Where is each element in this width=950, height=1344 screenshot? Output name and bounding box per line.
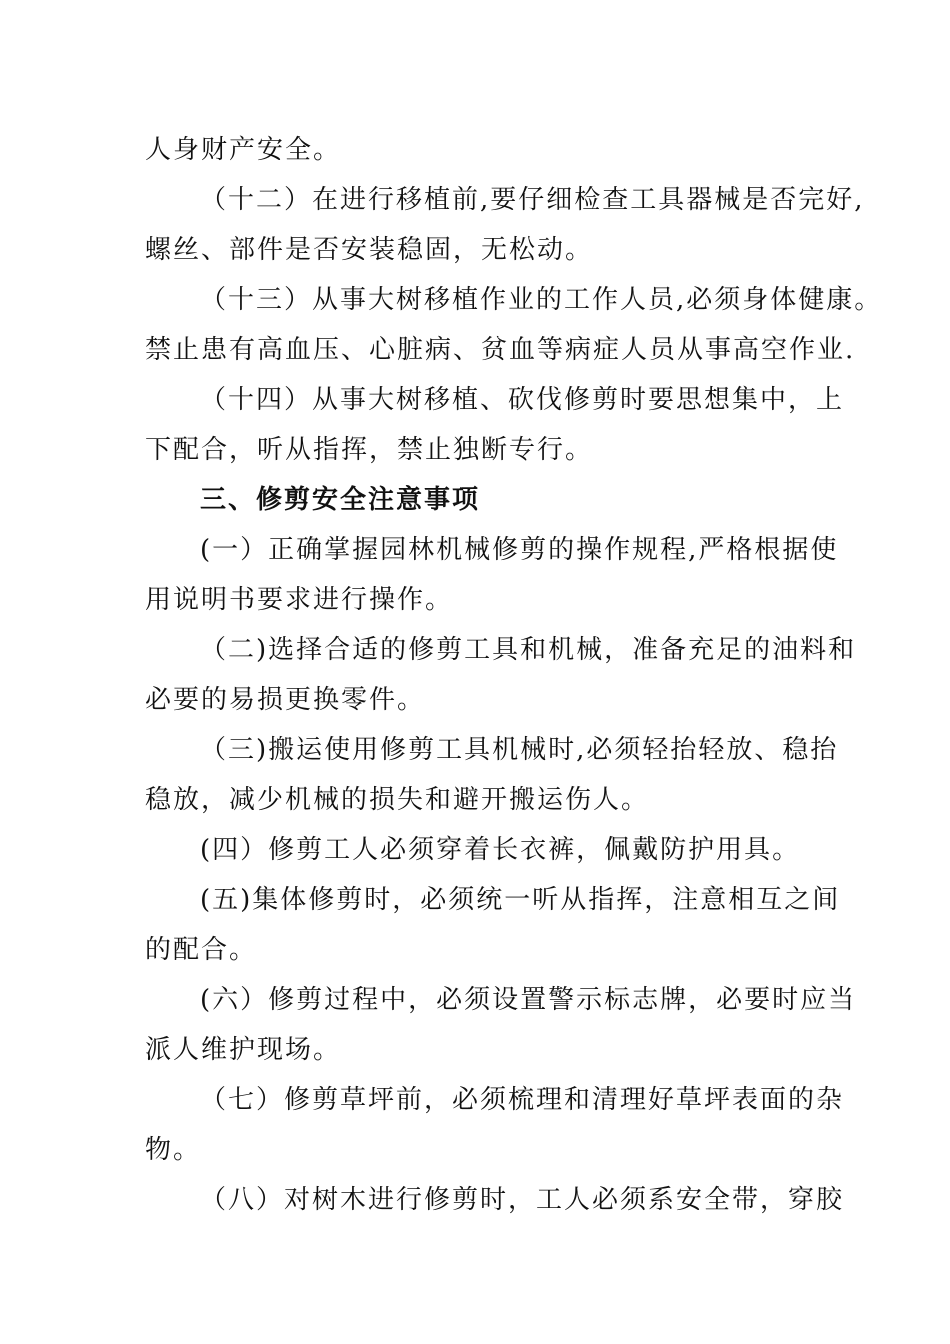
text-line: （三)搬运使用修剪工具机械时,必须轻抬轻放、稳抬 bbox=[200, 735, 839, 765]
text-line: (六）修剪过程中，必须设置警示标志牌，必要时应当 bbox=[200, 985, 857, 1015]
text-line: （十四）从事大树移植、砍伐修剪时要思想集中，上 bbox=[200, 385, 845, 415]
section-heading: 三、修剪安全注意事项 bbox=[200, 485, 481, 515]
text-line: （二)选择合适的修剪工具和机械，准备充足的油料和 bbox=[200, 635, 857, 665]
text-line: （十三）从事大树移植作业的工作人员,必须身体健康。 bbox=[200, 285, 883, 315]
text-line: 禁止患有高血压、心脏病、贫血等病症人员从事高空作业. bbox=[145, 335, 856, 365]
text-line: 的配合。 bbox=[145, 935, 258, 965]
text-line: (一）正确掌握园林机械修剪的操作规程,严格根据使 bbox=[200, 535, 839, 565]
text-line: 稳放，减少机械的损失和避开搬运伤人。 bbox=[145, 785, 650, 815]
text-line: （七）修剪草坪前，必须梳理和清理好草坪表面的杂 bbox=[200, 1085, 845, 1115]
text-line: (四）修剪工人必须穿着长衣裤，佩戴防护用具。 bbox=[200, 835, 801, 865]
text-line: 派人维护现场。 bbox=[145, 1035, 342, 1065]
text-line: 物。 bbox=[145, 1135, 202, 1165]
text-line: 下配合，听从指挥，禁止独断专行。 bbox=[145, 435, 594, 465]
text-line: 人身财产安全。 bbox=[145, 135, 342, 165]
text-line: 必要的易损更换零件。 bbox=[145, 685, 426, 715]
text-line: （八）对树木进行修剪时，工人必须系安全带，穿胶 bbox=[200, 1185, 845, 1215]
text-line: 用说明书要求进行操作。 bbox=[145, 585, 454, 615]
text-line: （十二）在进行移植前,要仔细检查工具器械是否完好, bbox=[200, 185, 865, 215]
text-line: (五)集体修剪时，必须统一听从指挥，注意相互之间 bbox=[200, 885, 841, 915]
text-line: 螺丝、部件是否安装稳固，无松动。 bbox=[145, 235, 594, 265]
